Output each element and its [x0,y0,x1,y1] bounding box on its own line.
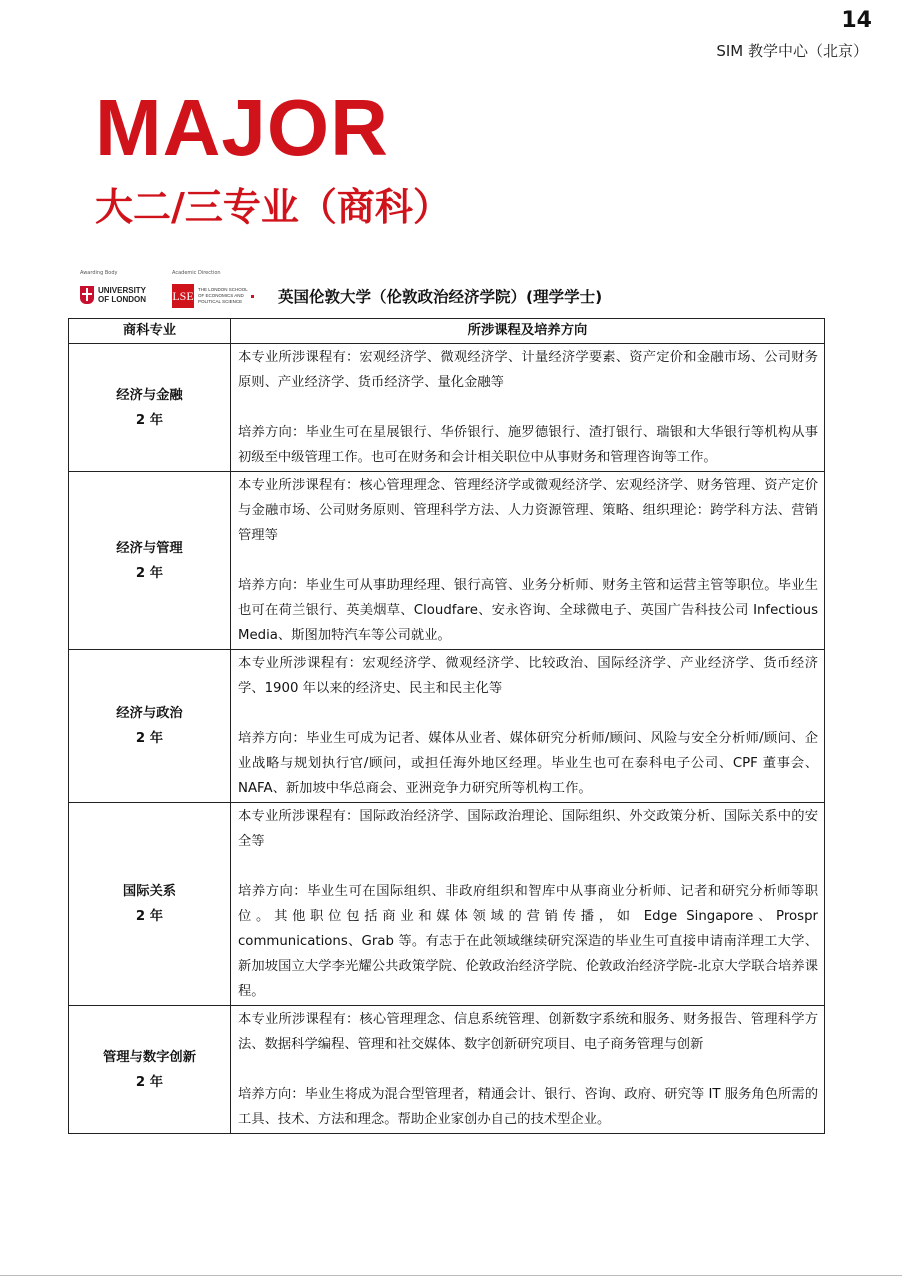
major-name: 经济与金融 [116,387,183,403]
lse-caption: Academic Direction [172,270,221,276]
table-row [69,1006,825,1134]
lse-logo [172,270,254,308]
bottom-divider [0,1275,902,1276]
major-cell [69,472,231,650]
lse-mark: LSE [172,284,194,308]
career-text: 培养方向：毕业生将成为混合型管理者，精通会计、银行、咨询、政府、研究等 IT 服务角色所需的工具、技术、方法和理念。帮助企业家创办自己的技术型企业。 [238,1087,818,1127]
major-name: 经济与政治 [116,706,183,721]
header-major: 商科专业 [69,319,231,344]
career-text: 培养方向：毕业生可在星展银行、华侨银行、施罗德银行、渣打银行、瑞银和大华银行等机构从事初级至中级管理工作。也可在财务和会计相关职位中从事财务和管理咨询等工作。 [238,425,818,465]
career-text: 培养方向：毕业生可成为记者、媒体从业者、媒体研究分析师/顾问、风险与安全分析师/顾问、企业战略与规划执行官/顾问，或担任海外地区经理。毕业生也可在泰科电子公司、CPF 董事会、NAFA、新加坡中华总商会、亚洲竞争力研究所等机构工作。 [238,731,818,796]
table-row [69,650,825,803]
uol-logo [80,270,146,304]
courses-text: 本专业所涉课程有：核心管理理念、管理经济学或微观经济学、宏观经济学、财务管理、资产定价与金融市场、公司财务原则、管理科学方法、人力资源管理、策略、组织理论：跨学科方法、营销管理等 [238,478,818,543]
description-cell [231,1006,825,1134]
major-cell [69,803,231,1006]
courses-text: 本专业所涉课程有：国际政治经济学、国际政治理论、国际组织、外交政策分析、国际关系中的安全等 [238,809,818,849]
lse-name: THE LONDON SCHOOL OF ECONOMICS AND POLITICAL SCIENCE [198,287,248,304]
description-cell [231,344,825,472]
major-name: 管理与数字创新 [102,1049,197,1065]
major-cell [69,1006,231,1134]
table-row [69,803,825,1006]
major-years: 2 年 [135,731,164,746]
table-row [69,472,825,650]
page-number: 14 [841,8,872,33]
major-years: 2 年 [135,909,164,924]
uol-caption: Awarding Body [80,270,118,276]
university-heading: 英国伦敦大学（伦敦政治经济学院）(理学学士) [278,288,603,306]
majors-table [68,318,825,1134]
table-header-row [69,319,825,344]
uol-shield-icon [80,286,94,304]
career-text: 培养方向：毕业生可在国际组织、非政府组织和智库中从事商业分析师、记者和研究分析师等职位。其他职位包括商业和媒体领域的营销传播，如 Edge Singapore、Prospr communications、Grab 等。有志于在此领域继续研究深造的毕业生可直接申请南洋理工大学、新加坡国立大学李光耀公共政策学院、伦敦政治经济学院、伦敦政治经济学院-北京大学联合培养课程。 [238,884,818,999]
courses-text: 本专业所涉课程有：宏观经济学、微观经济学、比较政治、国际经济学、产业经济学、货币经济学、1900 年以来的经济史、民主和民主化等 [238,656,818,696]
major-subtitle: 大二/三专业（商科） [95,185,451,229]
major-years: 2 年 [135,565,164,581]
courses-text: 本专业所涉课程有：核心管理理念、信息系统管理、创新数字系统和服务、财务报告、管理科学方法、数据科学编程、管理和社交媒体、数字创新研究项目、电子商务管理与创新 [238,1012,818,1052]
description-cell [231,472,825,650]
career-text: 培养方向：毕业生可从事助理经理、银行高管、业务分析师、财务主管和运营主管等职位。毕业生也可在荷兰银行、英美烟草、Cloudfare、安永咨询、全球微电子、英国广告科技公司 Infectious Media、斯图加特汽车等公司就业。 [238,578,818,643]
major-name: 国际关系 [122,884,177,899]
major-cell [69,344,231,472]
header-courses: 所涉课程及培养方向 [231,319,825,344]
major-name: 经济与管理 [116,540,183,556]
courses-text: 本专业所涉课程有：宏观经济学、微观经济学、计量经济学要素、资产定价和金融市场、公司财务原则、产业经济学、货币经济学、量化金融等 [238,350,818,390]
logos [80,270,260,314]
major-years: 2 年 [135,1074,164,1090]
description-cell [231,803,825,1006]
table-row [69,344,825,472]
uol-name: UNIVERSITY OF LONDON [98,286,147,304]
center-name: SIM 教学中心（北京） [716,42,868,60]
major-title: MAJOR [95,83,389,172]
description-cell [231,650,825,803]
major-cell [69,650,231,803]
lse-dot-icon [251,295,254,298]
major-years: 2 年 [135,412,164,428]
